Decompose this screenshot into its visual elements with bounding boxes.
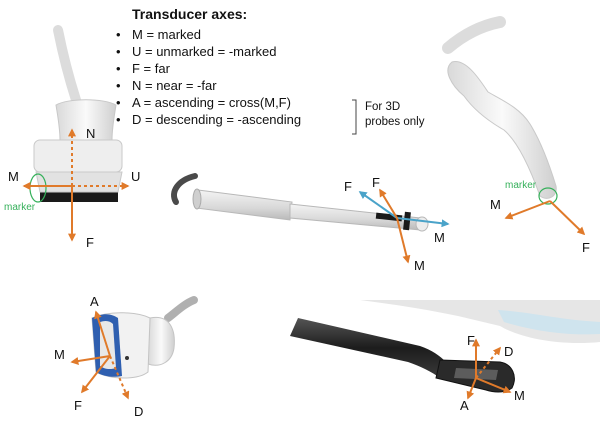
probe5-label-d: D — [504, 344, 514, 359]
probe4-label-d: D — [134, 404, 144, 419]
probe3-axis-f — [550, 201, 584, 234]
probe5-label-a: A — [460, 398, 469, 413]
probe1-head — [34, 140, 122, 172]
probe3-body — [448, 62, 556, 199]
probe4-label-a: A — [90, 294, 99, 309]
legend-item-u: • U = unmarked = -marked — [112, 43, 442, 60]
probe3-axis-m — [506, 201, 550, 218]
probe2-cable — [174, 176, 195, 202]
probe3-label-f: F — [582, 240, 590, 255]
probe1-label-u: U — [131, 169, 141, 184]
probe2-label-f-orange: F — [372, 175, 380, 190]
probe1-face-rim — [36, 172, 122, 192]
probe5-label-m: M — [514, 388, 525, 403]
probe2-label-f-blue: F — [344, 179, 352, 194]
probe2-handle — [196, 190, 292, 220]
probe2-label-m-blue: M — [434, 230, 445, 245]
probe3-endocavity — [448, 22, 590, 255]
probe5-tee — [290, 300, 600, 413]
probe3-label-m: M — [490, 197, 501, 212]
probe4-marker-dot — [125, 356, 129, 360]
probe4-label-f: F — [74, 398, 82, 413]
probe2-tip — [416, 217, 428, 231]
probe5-shaft — [290, 318, 446, 378]
legend-item-a: • A = ascending = cross(M,F) — [112, 94, 442, 111]
probe1-label-n: N — [86, 126, 96, 141]
probe5-label-f: F — [467, 333, 475, 348]
legend-item-f: • F = far — [112, 60, 442, 77]
probe2-rod — [174, 175, 448, 273]
legend-3d-note-line1: For 3D — [365, 101, 401, 113]
probe1-label-f: F — [86, 235, 94, 250]
legend-3d-note-line2: probes only — [365, 116, 425, 128]
legend-item-n: • N = near = -far — [112, 77, 442, 94]
legend-title: Transducer axes: — [132, 6, 248, 22]
legend-item-d: • D = descending = -ascending — [112, 111, 442, 128]
probe4-handle — [148, 317, 174, 365]
legend-item-m: • M = marked — [112, 26, 442, 43]
legend-3d-note — [365, 100, 445, 130]
probe4-label-m: M — [54, 347, 65, 362]
probe1-marker-label: marker — [4, 202, 36, 213]
probe1-label-m: M — [8, 169, 19, 184]
probe3-cable — [448, 22, 500, 48]
probe4-3d — [54, 294, 194, 419]
probe3-marker-label: marker — [505, 180, 537, 191]
probe2-label-m-orange: M — [414, 258, 425, 273]
probe2-handle-end — [193, 189, 201, 209]
probe1-face — [40, 192, 118, 202]
probe1-cable — [58, 30, 76, 100]
probe4-cable — [168, 300, 194, 318]
